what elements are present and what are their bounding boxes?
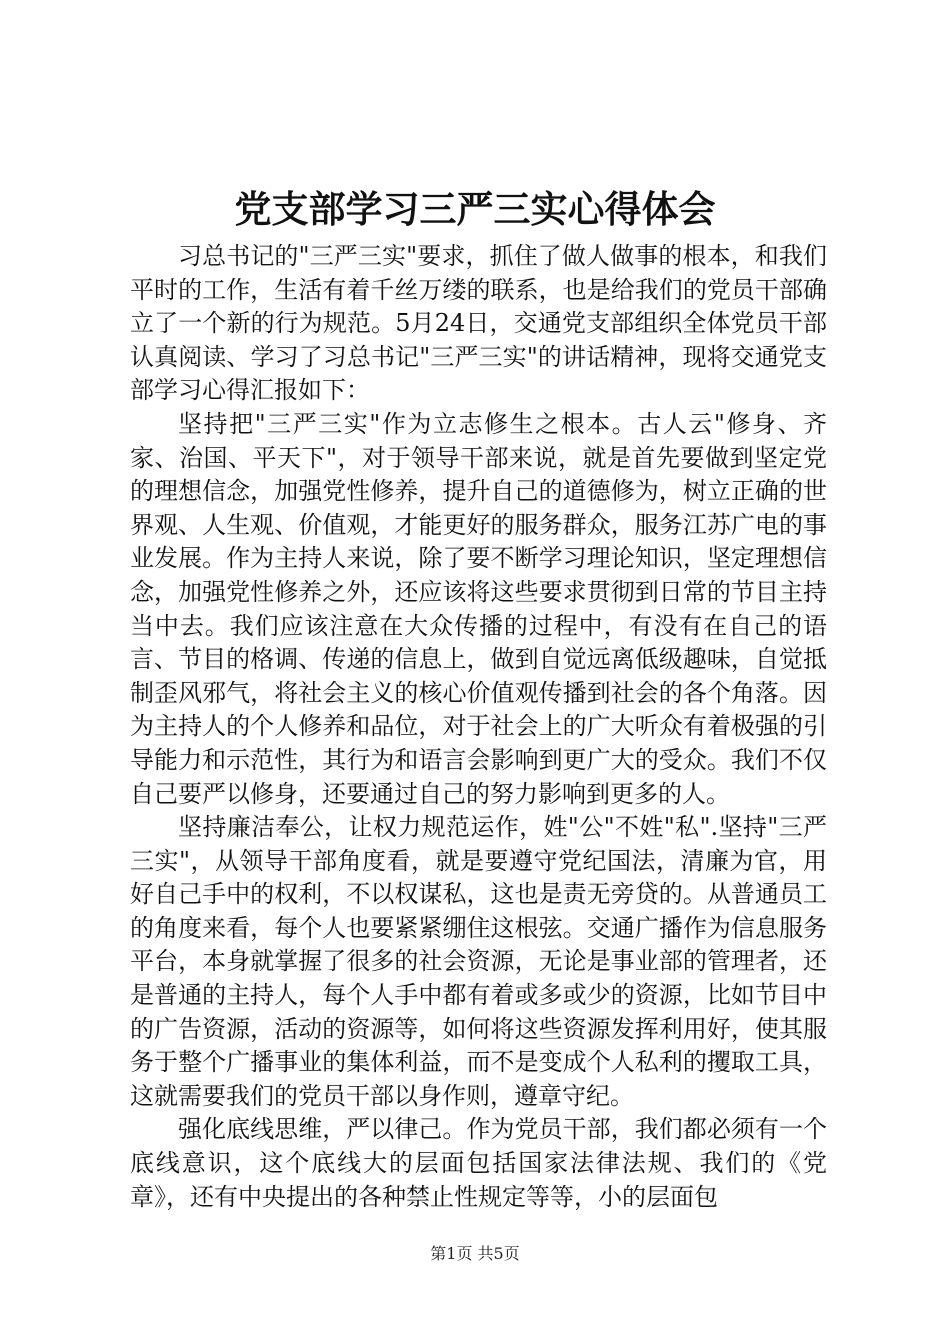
paragraph-intro: 习总书记的"三严三实"要求，抓住了做人做事的根本，和我们平时的工作，生活有着千丝万缕的联系，也是给我们的党员干部确立了一个新的行为规范。5月24日，交通党支部组织全体党员干部认真阅读、学习了习总书记"三严三实"的讲话精神，现将交通党支部学习心得汇报如下： — [130, 242, 827, 405]
document-body — [130, 240, 827, 1214]
paragraph-bottom-line: 强化底线思维，严以律己。作为党员干部，我们都必须有一个底线意识，这个底线大的层面包括国家法律法规、我们的《党章》，还有中央提出的各种禁止性规定等等，小的层面包 — [130, 1115, 827, 1211]
page-title: 党支部学习三严三实心得体会 — [234, 187, 716, 231]
page-number: 第1页 共5页 — [430, 1244, 520, 1263]
paragraph-integrity: 坚持廉洁奉公，让权力规范运作，姓"公"不姓"私".坚持"三严三实"，从领导干部角度看，就是要遵守党纪国法，清廉为官，用好自己手中的权利，不以权谋私，这也是责无旁贷的。从普通员工的角度来看，每个人也要紧紧绷住这根弦。交通广播作为信息服务平台，本身就掌握了很多的社会资源，无论是事业部的管理者，还是普通的主持人，每个人手中都有着或多或少的资源，比如节目中的广告资源，活动的资源等，如何将这些资源发挥利用好，使其服务于整个广播事业的集体利益，而不是变成个人私利的攫取工具，这就需要我们的党员干部以身作则，遵章守纪。 — [130, 813, 827, 1110]
paragraph-self-cultivation: 坚持把"三严三实"作为立志修生之根本。古人云"修身、齐家、治国、平天下"，对于领导干部来说，就是首先要做到坚定党的理想信念，加强党性修养，提升自己的道德修为，树立正确的世界观、人生观、价值观，才能更好的服务群众，服务江苏广电的事业发展。作为主持人来说，除了要不断学习理论知识，坚定理想信念，加强党性修养之外，还应该将这些要求贯彻到日常的节目主持当中去。我们应该注意在大众传播的过程中，有没有在自己的语言、节目的格调、传递的信息上，做到自觉远离低级趣味，自觉抵制歪风邪气，将社会主义的核心价值观传播到社会的各个角落。因为主持人的个人修养和品位，对于社会上的广大听众有着极强的引导能力和示范性，其行为和语言会影响到更广大的受众。我们不仅自己要严以修身，还要通过自己的努力影响到更多的人。 — [130, 409, 827, 808]
